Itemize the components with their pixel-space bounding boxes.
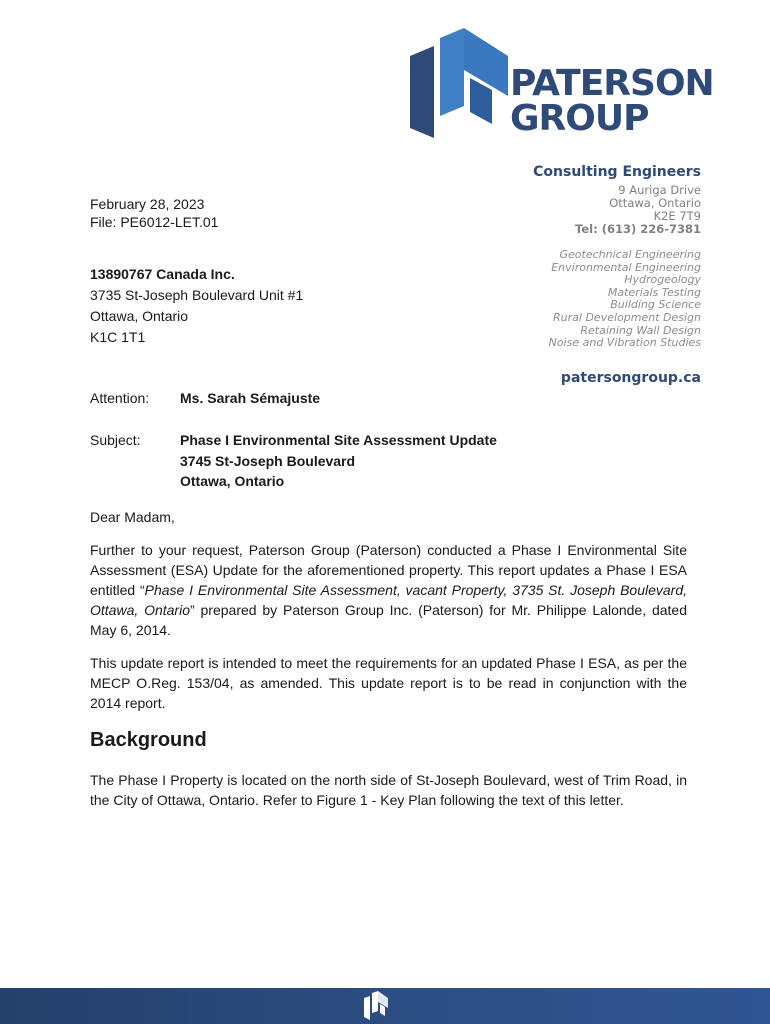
subject-label: Subject:	[90, 432, 141, 448]
telephone: Tel: (613) 226-7381	[575, 222, 701, 236]
service-item: Building Science	[610, 298, 701, 312]
salutation: Dear Madam,	[90, 509, 175, 525]
website-link[interactable]: patersongroup.ca	[560, 370, 701, 386]
subject-line: Phase I Environmental Site Assessment Update	[180, 432, 497, 448]
recipient-block	[90, 264, 303, 348]
service-item: Materials Testing	[607, 285, 701, 299]
logo-word-paterson: PATERSON	[510, 63, 714, 104]
attention-value: Ms. Sarah Sémajuste	[180, 390, 321, 406]
subject-line: 3745 St-Joseph Boulevard	[180, 452, 356, 469]
address-line: K2E 7T9	[653, 209, 701, 223]
services-list	[549, 249, 701, 350]
logo-word-group: GROUP	[510, 98, 649, 139]
tagline: Consulting Engineers	[533, 164, 701, 180]
service-item: Retaining Wall Design	[580, 323, 701, 337]
paragraph-text: ” prepared by Paterson Group Inc. (Paterson) for Mr. Philippe Lalonde, dated May 6, 2014.	[90, 602, 687, 638]
report-title: Phase I Environmental Site Assessment, vacant Property, 3735 St. Joseph Boulevard, Ottawa, Ontario	[90, 582, 688, 618]
service-item: Rural Development Design	[553, 310, 701, 324]
section-heading: Background	[90, 729, 207, 751]
service-item: Hydrogeology	[624, 273, 701, 287]
paragraph-background: The Phase I Property is located on the north side of St-Joseph Boulevard, west of Trim Road, in the City of Ottawa, Ontario. Refer to Figure 1 - Key Plan following the text of this letter.	[90, 772, 687, 808]
recipient-address-line: 3735 St-Joseph Boulevard Unit #1	[90, 287, 304, 303]
attention-label: Attention:	[90, 390, 150, 406]
recipient-address-line: K1C 1T1	[90, 329, 146, 345]
paragraph-intro	[90, 540, 687, 640]
address-line: 9 Auriga Drive	[618, 183, 701, 197]
footer-logo-icon	[364, 990, 388, 1020]
subject-line: Ottawa, Ontario	[180, 473, 285, 489]
paragraph-text: Further to your request, Paterson Group (Paterson) conducted a Phase I Environmental Site Assessment (ESA) Update for the aforementioned property. This report updates a Phase I ESA entitled “	[90, 542, 687, 598]
letter-date: February 28, 2023	[90, 196, 205, 212]
file-reference: File: PE6012-LET.01	[90, 214, 219, 230]
service-item: Geotechnical Engineering	[559, 248, 701, 261]
recipient-name: 13890767 Canada Inc.	[90, 266, 235, 282]
recipient-address-line: Ottawa, Ontario	[90, 308, 189, 324]
service-item: Noise and Vibration Studies	[548, 336, 701, 350]
service-item: Environmental Engineering	[551, 260, 701, 274]
subject-block	[180, 430, 497, 492]
paterson-logo-icon	[410, 26, 510, 138]
address-line: Ottawa, Ontario	[609, 196, 701, 210]
paragraph-update: This update report is intended to meet the requirements for an updated Phase I ESA, as per the MECP O.Reg. 153/04, as amended. This update report is to be read in conjunction with the 2014 report.	[90, 655, 687, 711]
